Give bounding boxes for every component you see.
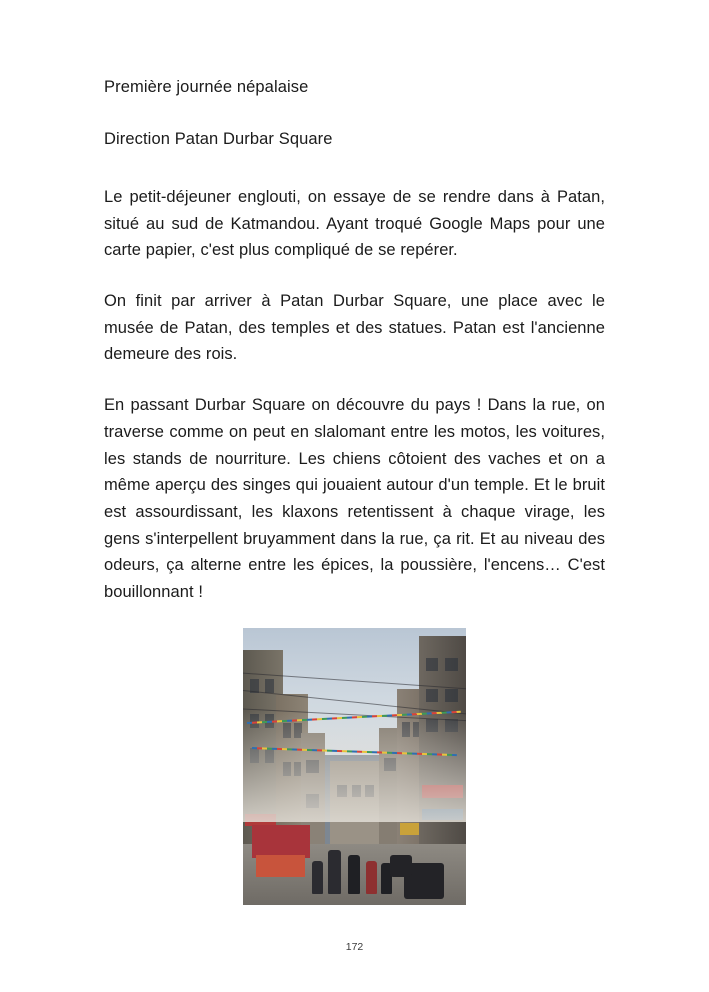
section-subtitle: Direction Patan Durbar Square <box>104 129 333 148</box>
pedestrian <box>328 850 341 894</box>
haze-overlay <box>243 711 466 822</box>
market-stall <box>256 855 305 877</box>
motorbike <box>390 855 412 877</box>
page-title: Première journée népalaise <box>104 78 309 96</box>
page-number: 172 <box>345 941 364 953</box>
paragraph-3: En passant Durbar Square on découvre du pays ! Dans la rue, on traverse comme on peut en slalomant entre les motos, les voitures, les stands de nourriture. Les chiens côtoient des vaches et on a même aperçu des singes qui jouaient autour d'un temple. Et le bruit est assourdissant, les klaxons retentissent à chaque virage, les gens s'interpellent bruyamment dans la rue, ça rit. Et au niveau des odeurs, ça alterne entre les épices, la poussière, l'encens… C'est bouillonnant ! <box>104 396 605 602</box>
street-scene-photo <box>243 628 466 905</box>
pedestrian <box>366 861 377 894</box>
pedestrian <box>312 861 323 894</box>
figure-container <box>104 628 605 905</box>
page-content <box>104 76 605 905</box>
paragraph-1: Le petit-déjeuner englouti, on essaye de se rendre dans à Patan, situé au sud de Katmandou. Ayant troqué Google Maps pour une carte papier, c'est plus compliqué de se repérer. <box>104 187 605 260</box>
paragraph-2: On finit par arriver à Patan Durbar Square, une place avec le musée de Patan, des temples et des statues. Patan est l'ancienne demeure des rois. <box>104 292 605 364</box>
pedestrian <box>348 855 360 894</box>
market-stall <box>252 825 310 858</box>
